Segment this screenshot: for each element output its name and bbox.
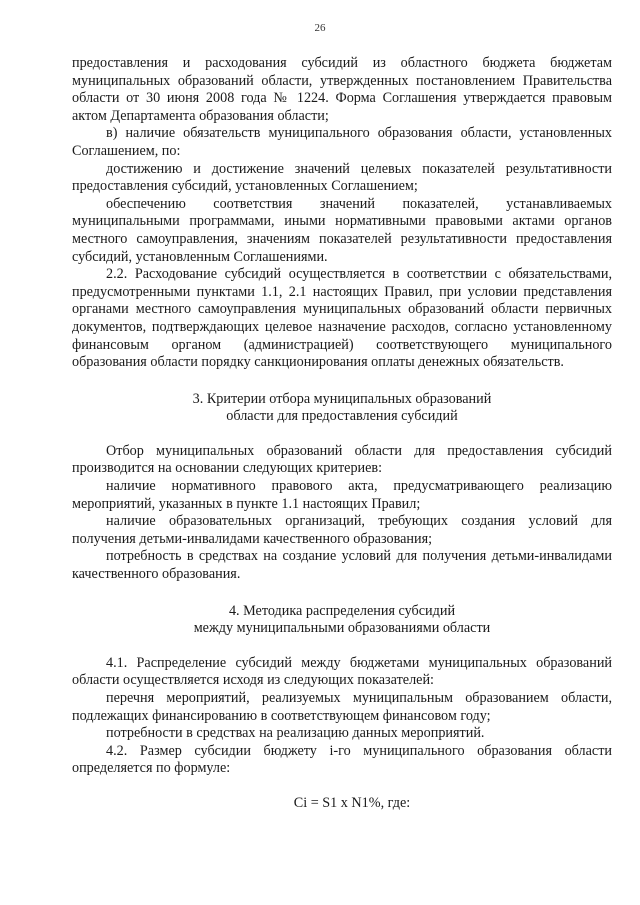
spacer [72,372,612,391]
paragraph-item-v: в) наличие обязательств муниципального образования области, установленных Соглашением, по: [72,125,612,159]
spacer [72,638,612,655]
spacer [72,778,612,795]
section3-title-line1: 3. Критерии отбора муниципальных образований [192,390,492,407]
section4-paragraph: перечня мероприятий, реализуемых муниципальным образованием области, подлежащих финансированию в соответствующем финансовом году; [72,690,612,724]
page-number: 26 [314,22,326,34]
section4-title-line1: 4. Методика распределения субсидий [228,602,456,619]
formula: Ci = S1 x N1%, где: [293,794,411,811]
section4-paragraph-4-1: 4.1. Распределение субсидий между бюджетами муниципальных образований области осуществляется исходя из следующих показателей: [72,654,612,689]
section3-paragraph: наличие нормативного правового акта, предусматривающего реализацию мероприятий, указанных в пункте 1.1 настоящих Правил; [72,478,612,512]
section3-paragraph: наличие образовательных организаций, требующих создания условий для получения детьми-инвалидами качественного образования; [72,513,612,547]
section4-paragraph-4-2: 4.2. Размер субсидии бюджету i-го муниципального образования области определяется по формуле: [72,742,612,777]
spacer [72,426,612,443]
paragraph-compliance: обеспечению соответствия значений показателей, устанавливаемых муниципальными программами, иными нормативными правовыми актами органов местного самоуправления, значениям показателей результативности предоставления субсидий, установленным Соглашениями. [72,195,612,265]
paragraph-achievement: достижению и достижение значений целевых показателей результативности предоставления субсидий, установленных Соглашением; [72,160,612,195]
section3-paragraph: потребность в средствах на создание условий для получения детьми-инвалидами качественного образования. [72,548,612,583]
paragraph-2-2: 2.2. Расходование субсидий осуществляется в соответствии с обязательствами, предусмотренными пунктами 1.1, 2.1 настоящих Правил, при условии представления органами местного самоуправления муниципальных образований области первичных документов, подтверждающих целевое назначение расходов, согласно установленному финансовым органом (администрацией) соответствующего муниципального образования области порядку санкционирования оплаты денежных обязательств. [72,266,612,371]
paragraph-continuation: предоставления и расходования субсидий из областного бюджета бюджетам муниципальных образований области, утвержденных постановлением Правительства области от 30 июня 2008 года № 1224. Форма Соглашения утверждается правовым актом Департамента образования области; [72,55,612,124]
section3-title-line2: области для предоставления субсидий [226,408,458,425]
section4-title-line2: между муниципальными образованиями области [193,620,491,637]
section3-paragraph: Отбор муниципальных образований области для предоставления субсидий производится на основании следующих критериев: [72,442,612,477]
document-body [72,55,612,813]
section4-paragraph: потребности в средствах на реализацию данных мероприятий. [106,725,485,742]
spacer [72,584,612,603]
